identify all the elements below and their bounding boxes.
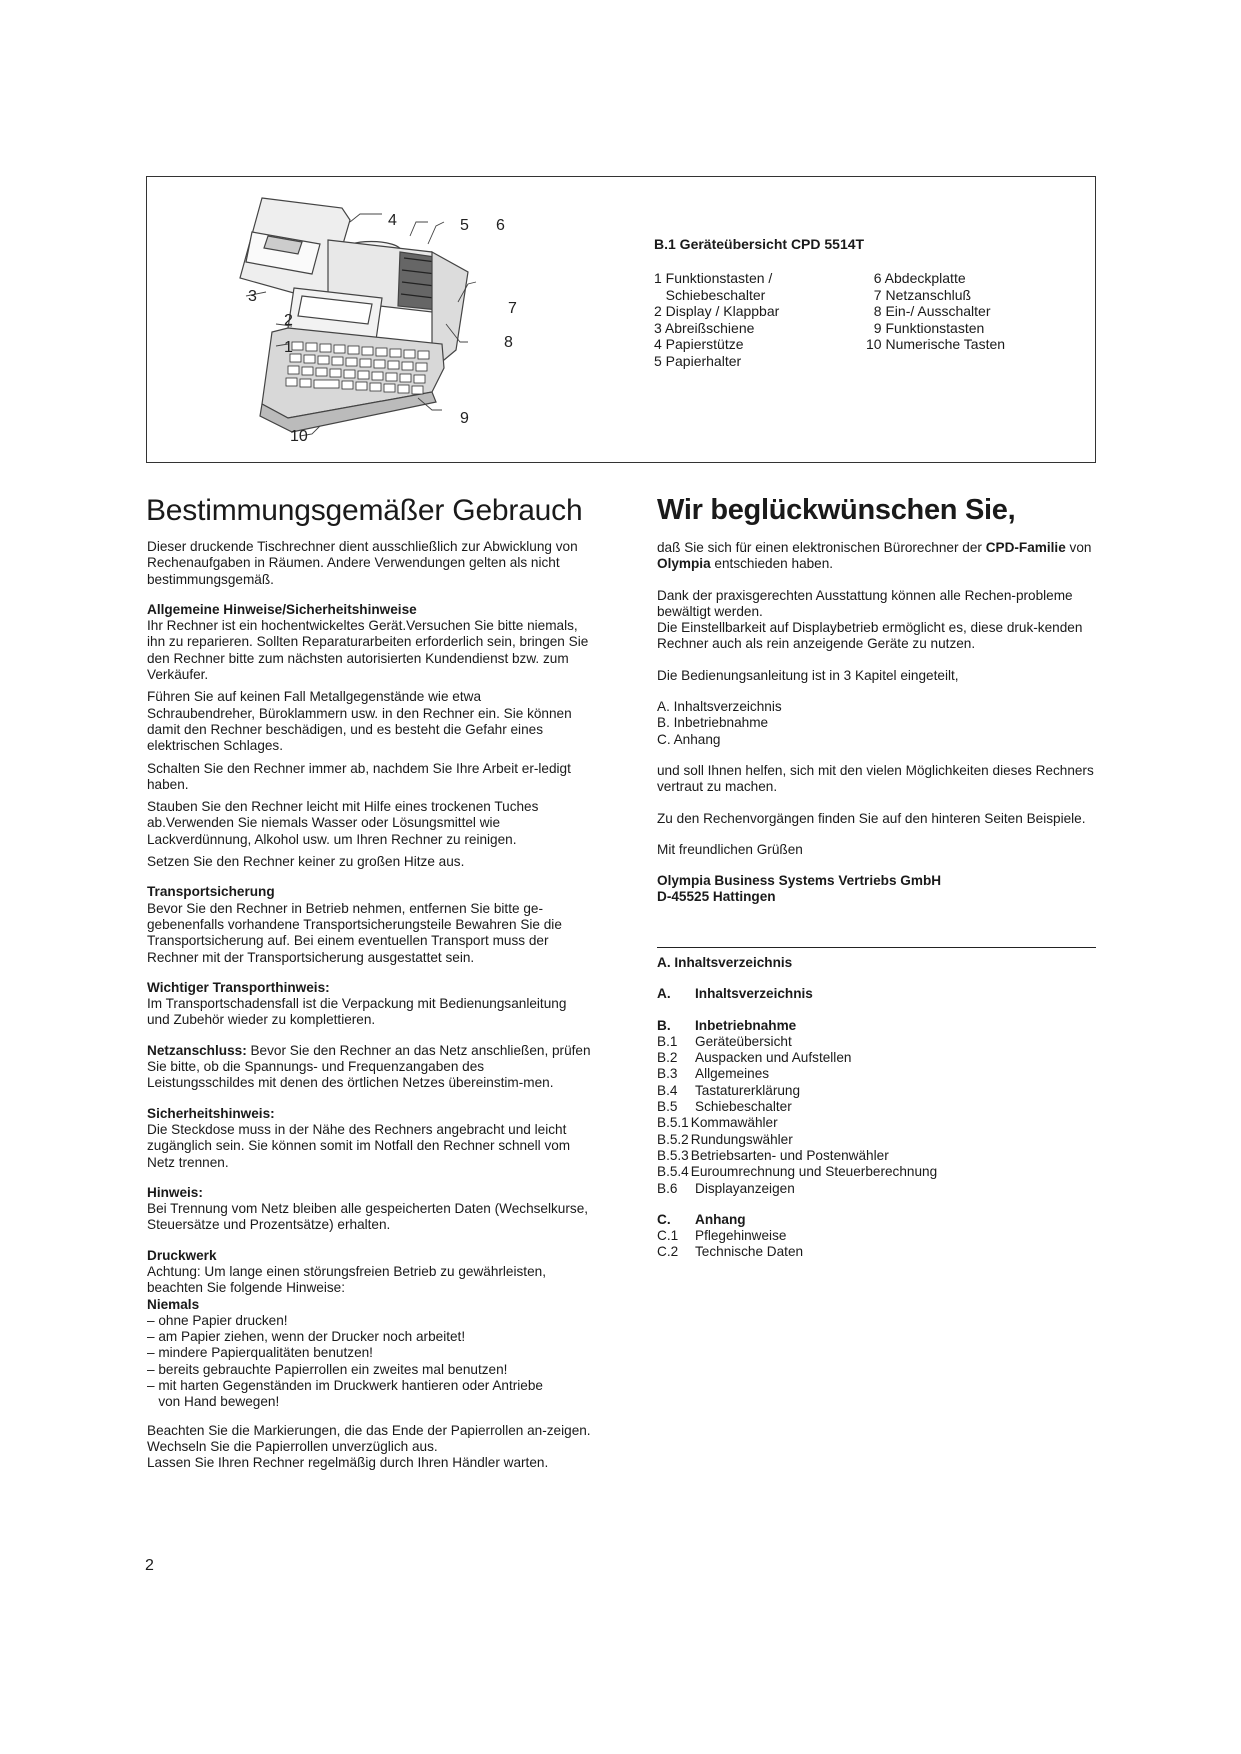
transport-text: Bevor Sie den Rechner in Betrieb nehmen, entfernen Sie bitte ge-gebenenfalls vorhandene Transportsicherungsteile Bewahren Sie die Transportsicherung auf. Bei einem eventuellen Transport muss der Rechner mit der Transportsicherung ausgestattet sein. bbox=[147, 900, 562, 965]
toc-number: B.6 bbox=[657, 1180, 678, 1196]
safety-paragraph: Setzen Sie den Rechner keiner zu großen Hitze aus. bbox=[147, 854, 465, 870]
safety-paragraph: Ihr Rechner ist ein hochentwickeltes Gerät.Versuchen Sie bitte niemals, ihn zu reparieren. Sollten Reparaturarbeiten erforderlich sein, bringen Sie den Rechner bitte zum nächsten autorisierten Kundendienst bzw. zum Verkäufer. bbox=[147, 618, 589, 683]
toc-entry[interactable] bbox=[657, 1181, 1097, 1197]
toc-number: B.4 bbox=[657, 1082, 678, 1098]
callout-6: 6 bbox=[496, 217, 505, 234]
toc-label: Inbetriebnahme bbox=[695, 1017, 797, 1033]
toc-number: B.5.1 bbox=[657, 1115, 689, 1131]
safety-hint-title: Sicherheitshinweis: bbox=[147, 1105, 275, 1121]
legend-item: 5 Papierhalter bbox=[654, 352, 742, 369]
toc-number: C.2 bbox=[657, 1244, 679, 1260]
legend-item: 1 Funktionstasten / bbox=[654, 270, 773, 286]
toc-entry[interactable] bbox=[657, 1050, 1097, 1066]
toc-label: Allgemeines bbox=[695, 1066, 770, 1082]
transport-title: Transportsicherung bbox=[147, 884, 275, 900]
safety-title: Allgemeine Hinweise/Sicherheitshinweise bbox=[147, 601, 417, 617]
examples-paragraph: Zu den Rechenvorgängen finden Sie auf den hinteren Seiten Beispiele. bbox=[657, 810, 1086, 826]
toc-label: Displayanzeigen bbox=[695, 1180, 795, 1196]
callout-8: 8 bbox=[504, 334, 513, 351]
congratulations-heading: Wir beglückwünschen Sie, bbox=[657, 494, 1016, 526]
final-paragraph: Wechseln Sie die Papierrollen unverzüglich aus. bbox=[147, 1438, 438, 1454]
callout-1: 1 bbox=[284, 339, 293, 356]
toc-number: A. bbox=[657, 986, 671, 1002]
power-title: Netzanschluss: bbox=[147, 1042, 247, 1058]
safety-paragraph: Stauben Sie den Rechner leicht mit Hilfe eines trockenen Tuches ab.Verwenden Sie niemals Wasser oder Lösungsmittel wie Lackverdünnung, Alkohol usw. um Ihren Rechner zu reinigen. bbox=[147, 799, 539, 847]
power-text: Bevor Sie den Rechner an das Netz anschließen, prüfen Sie bitte, ob die Spannungs- und Frequenzangaben des Leistungsschildes mit denen des örtlichen Netzes übereinstim-men. bbox=[147, 1042, 591, 1091]
legend-item: 3 Abreißschiene bbox=[654, 319, 755, 336]
safety-paragraph: Schalten Sie den Rechner immer ab, nachdem Sie Ihre Arbeit er-ledigt haben. bbox=[147, 760, 571, 792]
toc-label: Tastaturerklärung bbox=[695, 1082, 801, 1098]
never-item: von Hand bewegen! bbox=[147, 1394, 280, 1410]
toc-chapter-b[interactable] bbox=[657, 1018, 1097, 1034]
toc-number: B.2 bbox=[657, 1050, 678, 1066]
hint-text: Bei Trennung vom Netz bleiben alle gespeicherten Daten (Wechselkurse, Steuersätze und Prozentsätze) erhalten. bbox=[147, 1201, 589, 1233]
overview-title: B.1 Geräteübersicht CPD 5514T bbox=[654, 236, 865, 252]
toc-header: A. Inhaltsverzeichnis bbox=[657, 955, 793, 970]
toc-divider bbox=[657, 947, 1096, 948]
safety-paragraph: Führen Sie auf keinen Fall Metallgegenstände wie etwa Schraubendreher, Büroklammern usw. in den Rechner ein. Sie können damit den Rechner beschädigen, und es besteht die Gefahr eines elektrischen Schlages. bbox=[147, 689, 572, 754]
callout-4: 4 bbox=[388, 212, 397, 229]
toc-number: B.3 bbox=[657, 1066, 678, 1082]
greeting: Mit freundlichen Grüßen bbox=[657, 841, 803, 857]
toc-entry[interactable] bbox=[657, 1099, 1097, 1115]
brand-olympia: Olympia bbox=[657, 556, 711, 572]
page-number: 2 bbox=[145, 1557, 154, 1574]
toc-label: Kommawähler bbox=[690, 1115, 778, 1131]
safety-hint-text: Die Steckdose muss in der Nähe des Rechners angebracht und leicht zugänglich sein. Sie können somit im Notfall den Rechner schnell vom Netz trennen. bbox=[147, 1121, 571, 1170]
toc-label: Schiebeschalter bbox=[695, 1099, 792, 1115]
never-title: Niemals bbox=[147, 1296, 200, 1312]
toc-entry[interactable] bbox=[657, 1132, 1097, 1148]
brand-cpd: CPD-Familie bbox=[985, 540, 1066, 555]
toc-label: Betriebsarten- und Postenwähler bbox=[690, 1147, 889, 1163]
never-item: – bereits gebrauchte Papierrollen ein zweites mal benutzen! bbox=[147, 1361, 508, 1377]
intro-paragraph bbox=[657, 540, 1097, 573]
never-item: – am Papier ziehen, wenn der Drucker noch arbeitet! bbox=[147, 1329, 466, 1345]
hint-title: Hinweis: bbox=[147, 1184, 203, 1200]
toc-label: Technische Daten bbox=[695, 1244, 804, 1260]
intended-use-heading: Bestimmungsgemäßer Gebrauch bbox=[146, 494, 583, 527]
toc-label: Rundungswähler bbox=[690, 1131, 793, 1147]
toc-chapter-c[interactable] bbox=[657, 1212, 1097, 1228]
legend-item: 9 Funktionstasten bbox=[866, 319, 985, 336]
toc-label: Inhaltsverzeichnis bbox=[695, 986, 813, 1002]
calculator-device-illustration bbox=[232, 192, 532, 448]
power-paragraph bbox=[147, 1043, 592, 1092]
transport-hint-title: Wichtiger Transporthinweis: bbox=[147, 979, 330, 995]
legend-item: 10 Numerische Tasten bbox=[866, 336, 1006, 352]
toc-number: B.5.2 bbox=[657, 1131, 689, 1147]
toc-chapter-a[interactable] bbox=[657, 986, 1097, 1002]
equipment-paragraph: Dank der praxisgerechten Ausstattung können alle Rechen-probleme bewältigt werden. bbox=[657, 587, 1073, 619]
printer-title: Druckwerk bbox=[147, 1247, 217, 1263]
company-city: D-45525 Hattingen bbox=[657, 889, 776, 905]
intro-text: daß Sie sich für einen elektronischen Bürorechner der bbox=[657, 540, 986, 555]
never-item: – mindere Papierqualitäten benutzen! bbox=[147, 1345, 373, 1361]
toc-number: B.5.4 bbox=[657, 1164, 689, 1180]
legend-item: Schiebeschalter bbox=[654, 286, 766, 303]
toc-entry[interactable] bbox=[657, 1066, 1097, 1082]
callout-10: 10 bbox=[290, 428, 308, 445]
legend-item: 4 Papierstütze bbox=[654, 336, 744, 352]
toc-entry[interactable] bbox=[657, 1148, 1097, 1164]
intended-use-text: Dieser druckende Tischrechner dient ausschließlich zur Abwicklung von Rechenaufgaben in Räumen. Andere Verwendungen gelten als nicht bestimmungsgemäß. bbox=[147, 539, 578, 587]
toc-entry[interactable] bbox=[657, 1244, 1097, 1260]
chapter-item: B. Inbetriebnahme bbox=[657, 715, 769, 731]
toc-label: Anhang bbox=[695, 1211, 746, 1227]
toc-label: Pflegehinweise bbox=[695, 1228, 787, 1244]
right-column bbox=[657, 540, 1097, 906]
chapter-item: A. Inhaltsverzeichnis bbox=[657, 699, 782, 715]
toc-number: B.5.3 bbox=[657, 1147, 689, 1163]
legend-item: 7 Netzanschluß bbox=[866, 286, 972, 303]
toc-label: Euroumrechnung und Steuerberechnung bbox=[690, 1164, 938, 1180]
toc-entry[interactable] bbox=[657, 1228, 1097, 1244]
table-of-contents bbox=[657, 955, 1097, 1261]
legend-right bbox=[866, 270, 1005, 353]
toc-entry[interactable] bbox=[657, 1083, 1097, 1099]
legend-item: 6 Abdeckplatte bbox=[866, 270, 966, 286]
toc-number: C.1 bbox=[657, 1228, 679, 1244]
company-name: Olympia Business Systems Vertriebs GmbH bbox=[657, 873, 942, 889]
callout-7: 7 bbox=[508, 300, 517, 317]
final-paragraph: Beachten Sie die Markierungen, die das Ende der Papierrollen an-zeigen. bbox=[147, 1422, 591, 1438]
intro-text: von bbox=[1065, 540, 1092, 555]
final-paragraph: Lassen Sie Ihren Rechner regelmäßig durch Ihren Händler warten. bbox=[147, 1455, 549, 1471]
toc-entry[interactable] bbox=[657, 1115, 1097, 1131]
toc-entry[interactable] bbox=[657, 1164, 1097, 1180]
callout-2: 2 bbox=[284, 312, 293, 329]
help-paragraph: und soll Ihnen helfen, sich mit den vielen Möglichkeiten dieses Rechners vertraut zu machen. bbox=[657, 762, 1094, 795]
intro-text: entschieden haben. bbox=[710, 556, 834, 572]
legend-item: 8 Ein-/ Ausschalter bbox=[866, 303, 991, 319]
never-item: – mit harten Gegenständen im Druckwerk hantieren oder Antriebe bbox=[147, 1378, 543, 1394]
toc-number: B.5 bbox=[657, 1099, 678, 1115]
transport-hint-text: Im Transportschadensfall ist die Verpackung mit Bedienungsanleitung und Zubehör wieder zu komplettieren. bbox=[147, 996, 567, 1028]
left-column bbox=[147, 539, 592, 1472]
legend-item: 2 Display / Klappbar bbox=[654, 303, 780, 319]
toc-entry[interactable] bbox=[657, 1034, 1097, 1050]
toc-label: Geräteübersicht bbox=[695, 1033, 792, 1049]
callout-9: 9 bbox=[460, 410, 469, 427]
printer-text: Achtung: Um lange einen störungsfreien Betrieb zu gewährleisten, beachten Sie folgende Hinweise: bbox=[147, 1263, 546, 1296]
chapter-item: C. Anhang bbox=[657, 731, 721, 747]
legend-left bbox=[654, 270, 779, 369]
callout-5: 5 bbox=[460, 217, 469, 234]
callout-3: 3 bbox=[248, 288, 257, 305]
toc-label: Auspacken und Aufstellen bbox=[695, 1050, 852, 1066]
never-item: – ohne Papier drucken! bbox=[147, 1312, 288, 1328]
toc-number: C. bbox=[657, 1211, 671, 1227]
toc-number: B.1 bbox=[657, 1033, 678, 1049]
display-mode-paragraph: Die Einstellbarkeit auf Displaybetrieb ermöglicht es, diese druk-kenden Rechner auch als rein anzeigende Geräte zu nutzen. bbox=[657, 620, 1083, 652]
toc-number: B. bbox=[657, 1017, 671, 1033]
chapters-intro: Die Bedienungsanleitung ist in 3 Kapitel eingeteilt, bbox=[657, 667, 959, 683]
